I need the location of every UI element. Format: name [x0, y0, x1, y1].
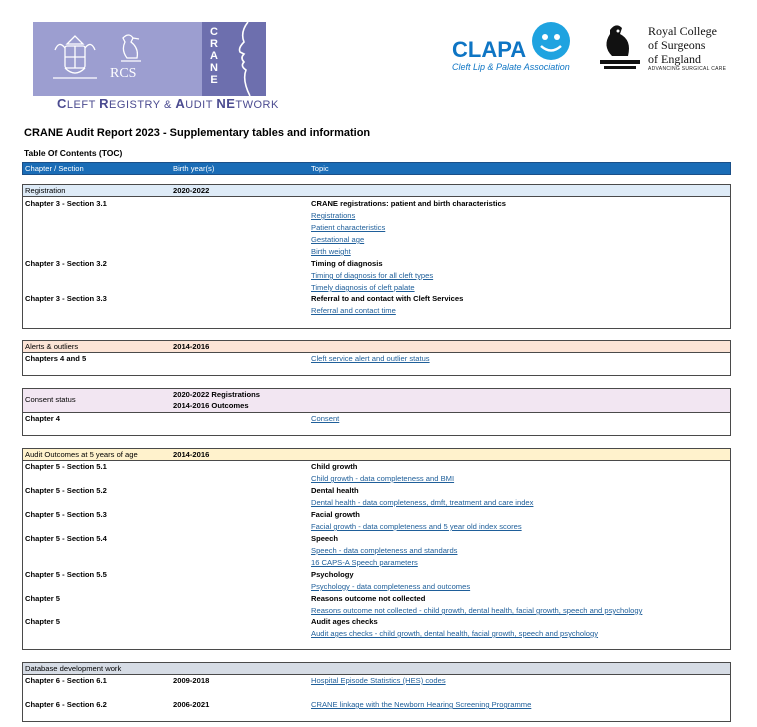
chapter-label: Chapters 4 and 5 [25, 354, 87, 363]
toc-link[interactable]: Facial growth - data completeness and 5 year old index scores [311, 522, 522, 531]
chapter-label: Chapter 6 - Section 6.1 [25, 676, 107, 685]
crane-subtitle-part: EGISTRY & [109, 99, 176, 111]
crane-letter: N [210, 62, 218, 74]
chapter-label: Chapter 5 [25, 594, 61, 603]
section-header [23, 185, 730, 197]
crane-subtitle-part: TWORK [235, 99, 279, 111]
section-name: Database development work [25, 664, 122, 673]
crane-letter: E [210, 74, 218, 86]
crane-subtitle-part: LEFT [66, 99, 100, 111]
section-years: 2014-2016 Outcomes [173, 401, 249, 410]
clapa-wordmark: CLAPA [452, 37, 527, 62]
toc-link[interactable]: Timing of diagnosis for all cleft types [311, 271, 434, 280]
crane-logo [33, 22, 266, 96]
crane-subtitle [57, 96, 279, 111]
topic-label: Audit ages checks [311, 617, 378, 626]
chapter-label: Chapter 5 - Section 5.4 [25, 534, 107, 543]
crane-subtitle-part: A [175, 96, 186, 111]
section-consent [22, 388, 731, 436]
topic-label: CRANE registrations: patient and birth characteristics [311, 199, 506, 208]
rcs-name [648, 24, 717, 66]
chapter-label: Chapter 3 - Section 3.3 [25, 294, 107, 303]
toc-link[interactable]: Audit ages checks - child growth, dental health, facial growth, speech and psychology [311, 629, 599, 638]
toc-link[interactable]: CRANE linkage with the Newborn Hearing Screening Programme [311, 700, 532, 709]
clapa-tagline: Cleft Lip & Palate Association [452, 62, 570, 72]
topic-label: Psychology [311, 570, 354, 579]
column-header: Chapter / Section [25, 164, 84, 173]
section-years: 2014-2016 [173, 342, 210, 351]
crane-subtitle-part: NE [216, 96, 236, 111]
rcs-name-line: of England [648, 52, 701, 66]
crane-subtitle-part: R [99, 96, 110, 111]
chapter-label: Chapter 5 - Section 5.1 [25, 462, 107, 471]
toc-link[interactable]: Timely diagnosis of cleft palate [311, 283, 415, 292]
rcs-bird-icon [113, 30, 147, 64]
topic-label: Facial growth [311, 510, 360, 519]
toc-link[interactable]: Registrations [311, 211, 356, 220]
toc-link[interactable]: Psychology - data completeness and outcomes [311, 582, 471, 591]
section-database [22, 662, 731, 722]
section-outcomes [22, 448, 731, 650]
chapter-label: Chapter 4 [25, 414, 61, 423]
toc-link[interactable]: Hospital Episode Statistics (HES) codes [311, 676, 446, 685]
toc-link[interactable]: Consent [311, 414, 340, 423]
column-header: Topic [311, 164, 329, 173]
topic-label: Reasons outcome not collected [311, 594, 426, 603]
rcs-england-logo [596, 20, 731, 76]
section-years: 2020-2022 [173, 186, 210, 195]
toc-link[interactable]: Gestational age [311, 235, 365, 244]
section-registration [22, 184, 731, 329]
rcs-tagline: ADVANCING SURGICAL CARE [648, 66, 727, 72]
section-years: 2014-2016 [173, 450, 210, 459]
toc-link[interactable]: 16 CAPS-A Speech parameters [311, 558, 418, 567]
section-name: Registration [25, 186, 66, 195]
topic-label: Speech [311, 534, 339, 543]
section-years: 2020-2022 Registrations [173, 390, 260, 399]
section-name: Audit Outcomes at 5 years of age [25, 450, 138, 459]
toc-link[interactable]: Speech - data completeness and standards [311, 546, 458, 555]
chapter-label: Chapter 5 - Section 5.3 [25, 510, 107, 519]
topic-label: Timing of diagnosis [311, 259, 383, 268]
coat-of-arms-icon [47, 30, 103, 86]
crane-letter: A [210, 50, 218, 62]
column-header: Birth year(s) [173, 164, 215, 173]
rcs-crest-icon [596, 22, 644, 72]
section-header [23, 663, 730, 675]
section-header [23, 341, 730, 353]
toc-link[interactable]: Reasons outcome not collected - child growth, dental health, facial growth, speech and psychology [311, 606, 643, 615]
topic-label: Referral to and contact with Cleft Services [311, 294, 464, 303]
chapter-label: Chapter 6 - Section 6.2 [25, 700, 107, 709]
chapter-label: Chapter 5 [25, 617, 61, 626]
chapter-label: Chapter 5 - Section 5.2 [25, 486, 107, 495]
chapter-label: Chapter 3 - Section 3.2 [25, 259, 107, 268]
row-years: 2009-2018 [173, 676, 210, 685]
rcs-name-line: of Surgeons [648, 38, 706, 52]
section-header [23, 389, 730, 413]
crane-subtitle-part: C [57, 96, 67, 111]
rcs-name-line: Royal College [648, 24, 717, 38]
toc-link[interactable]: Patient characteristics [311, 223, 386, 232]
toc-link[interactable]: Child growth - data completeness and BMI [311, 474, 455, 483]
crane-subtitle-part: UDIT [185, 99, 217, 111]
topic-label: Dental health [311, 486, 359, 495]
section-name: Consent status [25, 395, 76, 404]
chapter-label: Chapter 3 - Section 3.1 [25, 199, 107, 208]
clapa-logo [452, 20, 582, 76]
crane-strip [202, 22, 266, 96]
toc-title: Table Of Contents (TOC) [24, 148, 123, 158]
rcs-logo-text: RCS [110, 66, 137, 81]
row-years: 2006-2021 [173, 700, 210, 709]
toc-link[interactable]: Cleft service alert and outlier status [311, 354, 430, 363]
crane-letter: R [210, 38, 218, 50]
report-title: CRANE Audit Report 2023 - Supplementary tables and information [24, 127, 371, 139]
section-alerts [22, 340, 731, 376]
toc-link[interactable]: Referral and contact time [311, 306, 396, 315]
face-profile-icon [218, 22, 266, 96]
section-name: Alerts & outliers [25, 342, 79, 351]
smiley-face-icon [526, 20, 576, 62]
toc-link[interactable]: Birth weight [311, 247, 351, 256]
toc-link[interactable]: Dental health - data completeness, dmft, treatment and care index [311, 498, 534, 507]
crane-letter: C [210, 26, 218, 38]
section-header [23, 449, 730, 461]
chapter-label: Chapter 5 - Section 5.5 [25, 570, 107, 579]
topic-label: Child growth [311, 462, 358, 471]
column-header-row [22, 162, 731, 175]
